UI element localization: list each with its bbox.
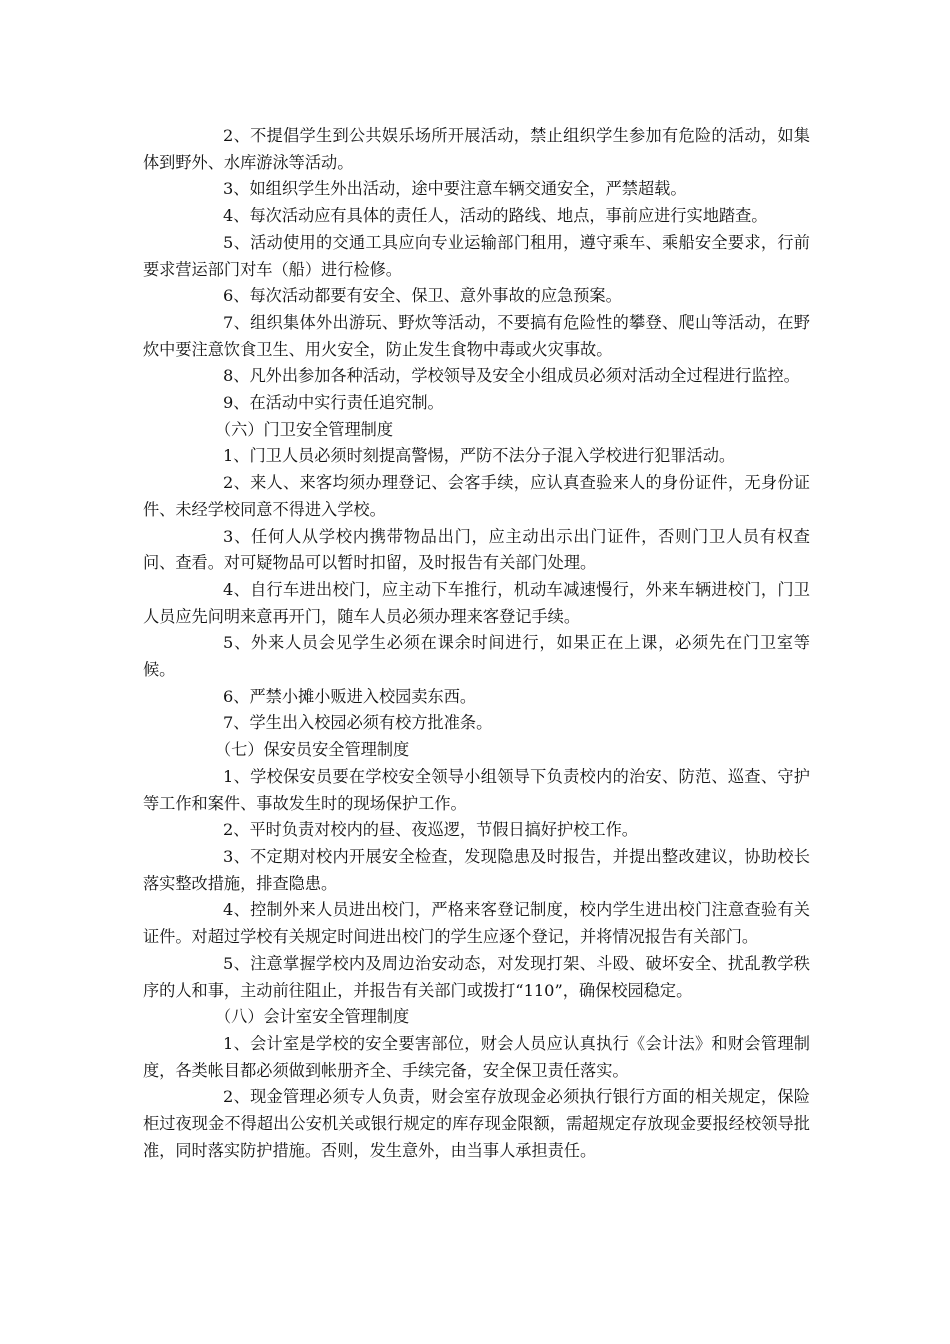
paragraph-guard-4: 4、控制外来人员进出校门，严格来客登记制度，校内学生进出校门注意查验有关证件。对超过学校有关规定时间进出校门的学生应逐个登记，并将情况报告有关部门。 <box>143 900 810 947</box>
paragraph-activity-2: 2、不提倡学生到公共娱乐场所开展活动，禁止组织学生参加有危险的活动，如集体到野外、水库游泳等活动。 <box>143 126 810 172</box>
section-heading-security-guard: （七）保安员安全管理制度 <box>215 740 410 760</box>
paragraph-guard-3: 3、不定期对校内开展安全检查，发现隐患及时报告，并提出整改建议，协助校长落实整改措施，排查隐患。 <box>143 846 810 893</box>
paragraph-gatekeeper-3: 3、任何人从学校内携带物品出门，应主动出示出门证件，否则门卫人员有权查问、查看。对可疑物品可以暂时扣留，及时报告有关部门处理。 <box>143 526 810 573</box>
paragraph-gatekeeper-2: 2、来人、来客均须办理登记、会客手续，应认真查验来人的身份证件，无身份证件、未经学校同意不得进入学校。 <box>143 473 810 519</box>
section-heading-accounting: （八）会计室安全管理制度 <box>215 1007 410 1027</box>
paragraph-activity-4: 4、每次活动应有具体的责任人，活动的路线、地点，事前应进行实地踏查。 <box>223 206 768 226</box>
paragraph-activity-9: 9、在活动中实行责任追究制。 <box>223 393 444 413</box>
section-heading-gatekeeper: （六）门卫安全管理制度 <box>215 419 394 439</box>
paragraph-activity-5: 5、活动使用的交通工具应向专业运输部门租用，遵守乘车、乘船安全要求，行前要求营运部门对车（船）进行检修。 <box>143 232 810 279</box>
paragraph-guard-1: 1、学校保安员要在学校安全领导小组领导下负责校内的治安、防范、巡查、守护等工作和案件、事故发生时的现场保护工作。 <box>143 766 810 813</box>
paragraph-activity-8: 8、凡外出参加各种活动，学校领导及安全小组成员必须对活动全过程进行监控。 <box>223 366 800 386</box>
paragraph-guard-5: 5、注意掌握学校内及周边治安动态，对发现打架、斗殴、破坏安全、扰乱教学秩序的人和事，主动前往阻止，并报告有关部门或拨打“110”，确保校园稳定。 <box>143 953 810 1000</box>
paragraph-gatekeeper-7: 7、学生出入校园必须有校方批准条。 <box>223 713 493 733</box>
paragraph-accounting-2: 2、现金管理必须专人负责，财会室存放现金必须执行银行方面的相关规定，保险柜过夜现金不得超出公安机关或银行规定的库存现金限额，需超规定存放现金要报经校领导批准，同时落实防护措施。否则，发生意外，由当事人承担责任。 <box>143 1087 810 1160</box>
paragraph-accounting-1: 1、会计室是学校的安全要害部位，财会人员应认真执行《会计法》和财会管理制度，各类帐目都必须做到帐册齐全、手续完备，安全保卫责任落实。 <box>143 1033 810 1080</box>
paragraph-gatekeeper-6: 6、严禁小摊小贩进入校园卖东西。 <box>223 686 477 706</box>
paragraph-gatekeeper-4: 4、自行车进出校门，应主动下车推行，机动车减速慢行，外来车辆进校门，门卫人员应先问明来意再开门，随车人员必须办理来客登记手续。 <box>143 579 810 626</box>
document-body <box>143 123 810 1164</box>
paragraph-guard-2: 2、平时负责对校内的昼、夜巡逻，节假日搞好护校工作。 <box>223 820 638 840</box>
paragraph-gatekeeper-1: 1、门卫人员必须时刻提高警惕，严防不法分子混入学校进行犯罪活动。 <box>223 446 736 466</box>
paragraph-activity-3: 3、如组织学生外出活动，途中要注意车辆交通安全，严禁超载。 <box>223 179 687 199</box>
paragraph-gatekeeper-5: 5、外来人员会见学生必须在课余时间进行，如果正在上课，必须先在门卫室等候。 <box>143 633 810 680</box>
paragraph-activity-6: 6、每次活动都要有安全、保卫、意外事故的应急预案。 <box>223 286 622 306</box>
paragraph-activity-7: 7、组织集体外出游玩、野炊等活动，不要搞有危险性的攀登、爬山等活动，在野炊中要注意饮食卫生、用火安全，防止发生食物中毒或火灾事故。 <box>143 312 810 359</box>
